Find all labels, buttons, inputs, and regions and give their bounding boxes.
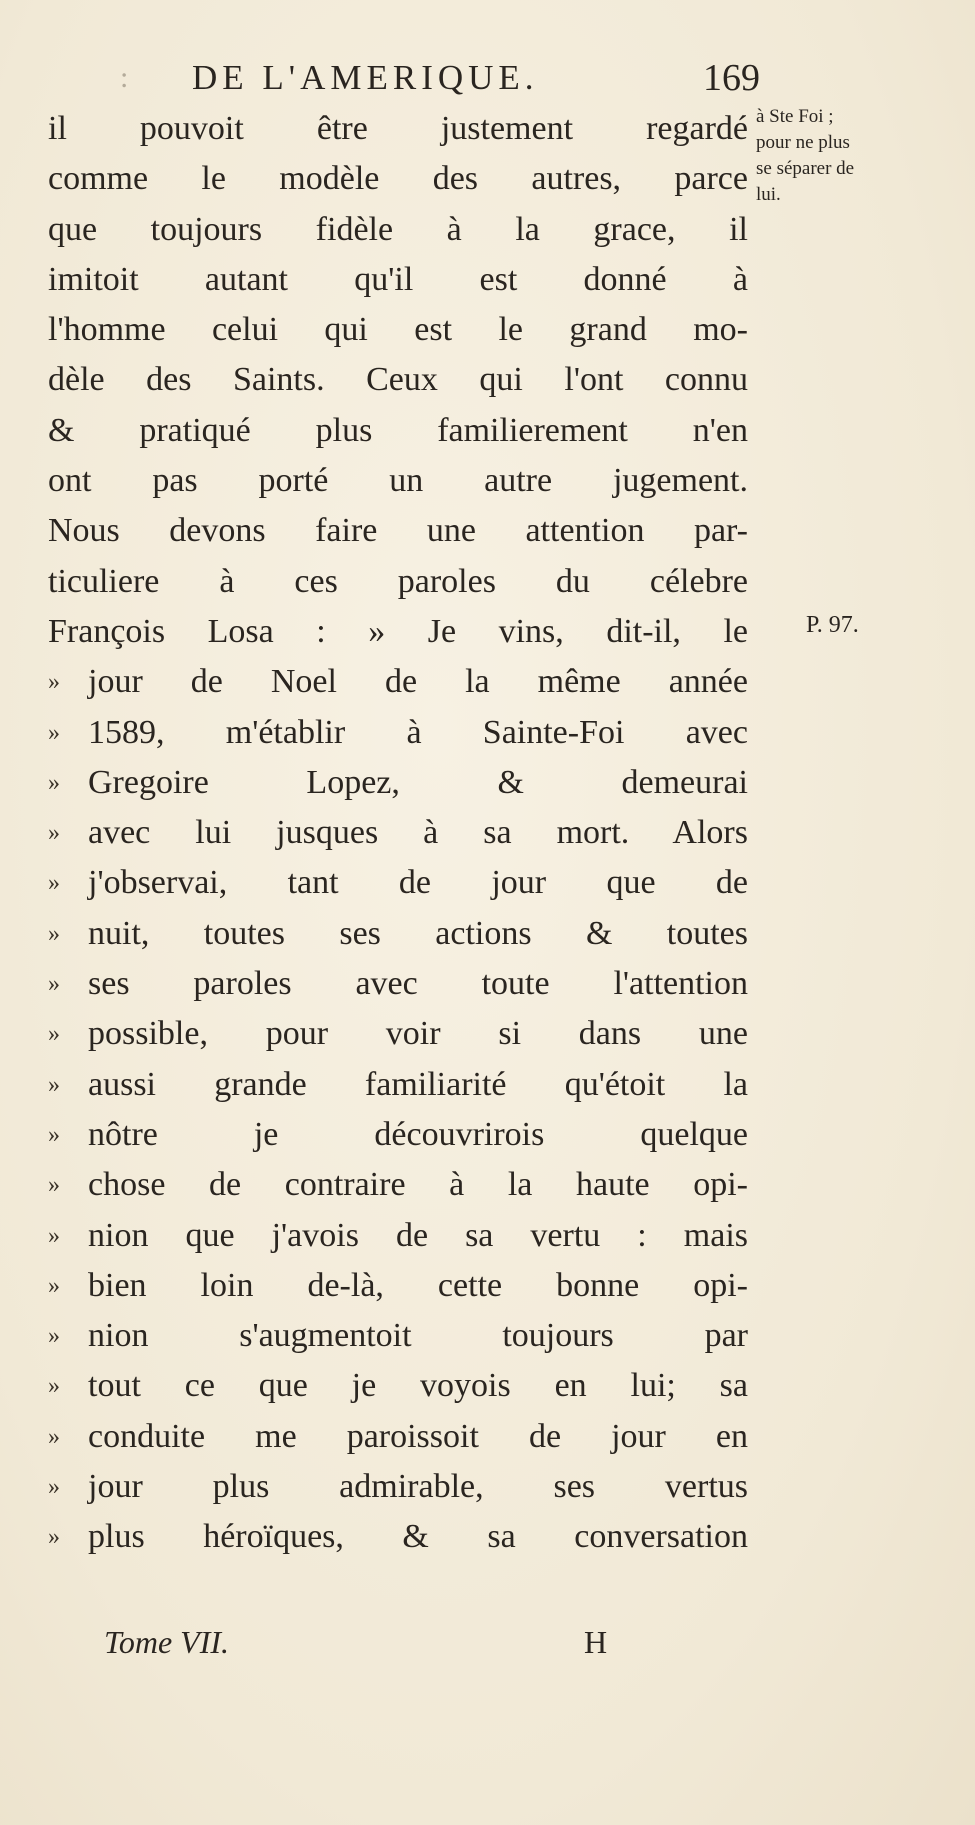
quote-mark: »	[48, 920, 60, 947]
text-line	[48, 557, 748, 607]
running-title: DE L'AMERIQUE.	[192, 58, 539, 97]
signature-mark: H	[584, 1624, 608, 1660]
quote-mark: »	[48, 820, 60, 847]
line-text: jour plus admirable, ses vertus	[88, 1468, 748, 1506]
text-line	[48, 808, 748, 858]
text-line	[48, 506, 748, 556]
line-text: Nous devons faire une attention par-	[48, 512, 748, 550]
text-line	[48, 858, 748, 908]
line-text: Gregoire Lopez, & demeurai	[88, 763, 748, 801]
margin-note-line: se séparer de	[756, 158, 855, 179]
text-line	[48, 406, 748, 456]
line-text: 1589, m'établir à Sainte-Foi avec	[88, 713, 748, 751]
margin-note-2: P. 97.	[806, 612, 859, 638]
line-text: aussi grande familiarité qu'étoit la	[88, 1065, 748, 1103]
text-line	[48, 1261, 748, 1311]
line-text: chose de contraire à la haute opi-	[88, 1166, 748, 1204]
line-text: l'homme celui qui est le grand mo-	[48, 311, 748, 349]
line-text: j'observai, tant de jour que de	[88, 864, 748, 902]
quote-mark: »	[48, 971, 60, 998]
line-text: bien loin de-là, cette bonne opi-	[88, 1266, 748, 1304]
quote-mark: »	[48, 1323, 60, 1350]
quote-mark: »	[48, 1121, 60, 1148]
line-text: & pratiqué plus familierement n'en	[48, 411, 748, 449]
quote-mark: »	[48, 1272, 60, 1299]
margin-note-line: à Ste Foi ;	[756, 106, 834, 127]
text-line	[48, 909, 748, 959]
volume-label: Tome VII.	[104, 1624, 230, 1660]
margin-note-line: lui.	[756, 184, 781, 205]
text-line	[48, 1412, 748, 1462]
text-line	[48, 657, 748, 707]
line-text: tout ce que je voyois en lui; sa	[88, 1367, 748, 1405]
header-ornament: :	[120, 61, 134, 94]
line-text: ses paroles avec toute l'attention	[88, 965, 748, 1003]
text-line	[48, 255, 748, 305]
line-text: comme le modèle des autres, parce	[48, 160, 748, 198]
page-footer	[104, 1624, 704, 1674]
text-line	[48, 1462, 748, 1512]
text-line	[48, 1060, 748, 1110]
margin-note-line: pour ne plus	[756, 132, 850, 153]
text-line	[48, 305, 748, 355]
quote-mark: »	[48, 1524, 60, 1551]
quote-mark: »	[48, 1474, 60, 1501]
quote-mark: »	[48, 1373, 60, 1400]
quote-mark: »	[48, 870, 60, 897]
quote-mark: »	[48, 669, 60, 696]
text-line	[48, 959, 748, 1009]
text-block	[48, 104, 748, 1563]
line-text: plus héroïques, & sa conversation	[88, 1518, 748, 1556]
text-line	[48, 456, 748, 506]
line-text: conduite me paroissoit de jour en	[88, 1417, 748, 1455]
quote-mark: »	[48, 1222, 60, 1249]
running-header	[120, 52, 760, 104]
text-line	[48, 1211, 748, 1261]
text-line	[48, 154, 748, 204]
line-text: ticuliere à ces paroles du célebre	[48, 562, 748, 600]
text-line	[48, 1361, 748, 1411]
text-line	[48, 355, 748, 405]
text-line	[48, 104, 748, 154]
text-line	[48, 758, 748, 808]
text-line	[48, 1311, 748, 1361]
text-line	[48, 607, 748, 657]
quote-mark: »	[48, 769, 60, 796]
text-line	[48, 1160, 748, 1210]
text-line	[48, 1009, 748, 1059]
line-text: imitoit autant qu'il est donné à	[48, 260, 748, 298]
text-line	[48, 1512, 748, 1562]
line-text: possible, pour voir si dans une	[88, 1015, 748, 1053]
quote-mark: »	[48, 1423, 60, 1450]
line-text: nion que j'avois de sa vertu : mais	[88, 1216, 748, 1254]
line-text: il pouvoit être justement regardé	[48, 110, 748, 147]
line-text: dèle des Saints. Ceux qui l'ont connu	[48, 361, 748, 399]
quote-mark: »	[48, 719, 60, 746]
page-number: 169	[703, 57, 760, 99]
margin-note-1	[756, 104, 966, 208]
line-text: nuit, toutes ses actions & toutes	[88, 914, 748, 952]
text-line	[48, 708, 748, 758]
text-line	[48, 205, 748, 255]
line-text: que toujours fidèle à la grace, il	[48, 210, 748, 248]
line-text: François Losa : » Je vins, dit-il, le	[48, 612, 748, 650]
quote-mark: »	[48, 1172, 60, 1199]
quote-mark: »	[48, 1071, 60, 1098]
line-text: nôtre je découvrirois quelque	[88, 1115, 748, 1153]
line-text: avec lui jusques à sa mort. Alors	[88, 814, 748, 852]
line-text: ont pas porté un autre jugement.	[48, 462, 748, 500]
line-text: nion s'augmentoit toujours par	[88, 1317, 748, 1355]
quote-mark: »	[48, 1021, 60, 1048]
line-text: jour de Noel de la même année	[88, 663, 748, 701]
text-line	[48, 1110, 748, 1160]
